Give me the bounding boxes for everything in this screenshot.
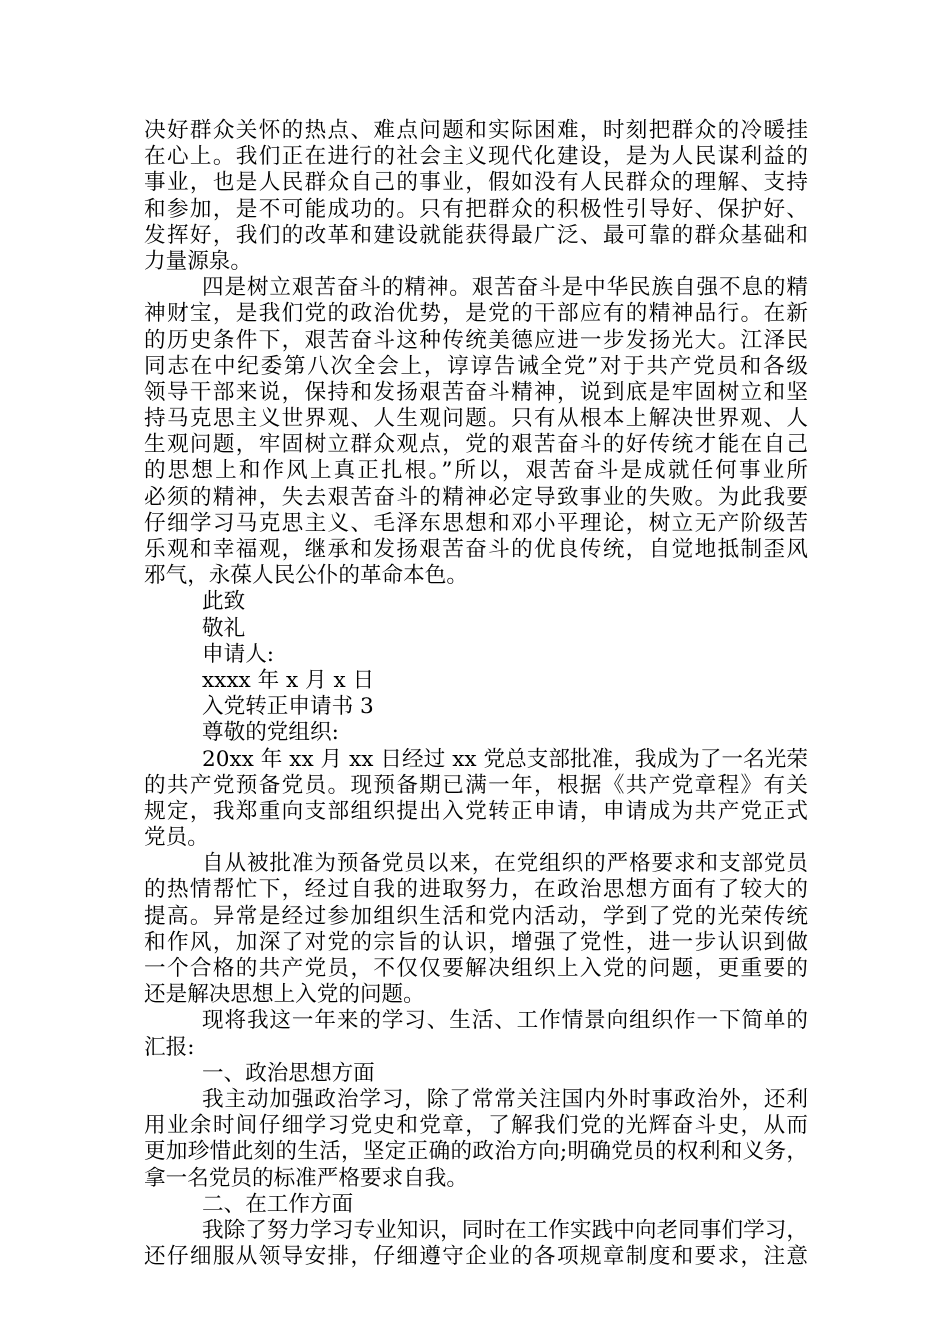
text-line: 乐观和幸福观，继承和发扬艰苦奋斗的优良传统，自觉地抵制歪风 [144,537,808,562]
text-line: 持马克思主义世界观、人生观问题。只有从根本上解决世界观、人 [144,406,808,432]
text-line: 生观问题，牢固树立群众观点，党的艰苦奋斗的好传统才能在自己 [144,432,808,458]
text-line: 申请人: [202,641,275,667]
text-line: 现将我这一年来的学习、生活、工作情景向组织作一下简单的 [202,1008,808,1034]
text-line: 的共产党预备党员。现预备期已满一年，根据《共产党章程》有关 [144,772,808,798]
text-line: 的热情帮忙下，经过自我的进取努力，在政治思想方面有了较大的 [144,877,808,903]
text-line: 提高。异常是经过参加组织生活和党内活动，学到了党的光荣传统 [144,903,808,929]
text-line: 和作风，加深了对党的宗旨的认识，增强了党性，进一步认识到做 [144,929,808,955]
text-line: 的思想上和作风上真正扎根。”所以，艰苦奋斗是成就任何事业所 [144,458,808,484]
text-line: 神财宝，是我们党的政治优势，是党的干部应有的精神品行。在新 [144,301,808,327]
text-line: 自从被批准为预备党员以来，在党组织的严格要求和支部党员 [202,851,808,877]
text-line: 领导干部来说，保持和发扬艰苦奋斗精神，说到底是牢固树立和坚 [144,379,808,405]
text-line: 四是树立艰苦奋斗的精神。艰苦奋斗是中华民族自强不息的精 [202,275,808,301]
text-line: 入党转正申请书 3 [202,694,374,720]
document-page [144,118,808,1270]
text-line: 尊敬的党组织: [202,720,339,746]
text-line: 20xx 年 xx 月 xx 日经过 xx 党总支部批准，我成为了一名光荣 [202,746,808,772]
text-line: 必须的精神，失去艰苦奋斗的精神必定导致事业的失败。为此我要 [144,484,808,510]
text-line: 仔细学习马克思主义、毛泽东思想和邓小平理论，树立无产阶级苦 [144,510,808,536]
text-line: 党员。 [144,825,209,851]
text-line: 更加珍惜此刻的生活，坚定正确的政治方向;明确党员的权利和义务， [144,1139,808,1165]
text-line: 我除了努力学习专业知识，同时在工作实践中向老同事们学习， [202,1217,808,1243]
text-line: 二、在工作方面 [202,1191,354,1217]
text-line: 同志在中纪委第八次全会上，谆谆告诫全党”对于共产党员和各级 [144,353,808,379]
text-line: 此致 [202,589,246,615]
text-line: xxxx 年 x 月 x 日 [202,667,375,693]
text-line: 还仔细服从领导安排，仔细遵守企业的各项规章制度和要求，注意 [144,1244,808,1270]
text-line: 发挥好，我们的改革和建设就能获得最广泛、最可靠的群众基础和 [144,222,808,248]
text-line: 事业，也是人民群众自己的事业，假如没有人民群众的理解、支持 [144,170,808,196]
text-line: 用业余时间仔细学习党史和党章，了解我们党的光辉奋斗史，从而 [144,1113,808,1139]
text-line: 拿一名党员的标准严格要求自我。 [144,1165,468,1191]
text-line: 还是解决思想上入党的问题。 [144,982,425,1008]
text-line: 规定，我郑重向支部组织提出入党转正申请，申请成为共产党正式 [144,798,808,824]
text-line: 一、政治思想方面 [202,1060,375,1086]
text-line: 一个合格的共产党员，不仅仅要解决组织上入党的问题，更重要的 [144,956,808,981]
text-line: 的历史条件下，艰苦奋斗这种传统美德应进一步发扬光大。江泽民 [144,327,808,353]
text-line: 决好群众关怀的热点、难点问题和实际困难，时刻把群众的冷暖挂 [144,118,808,143]
text-line: 在心上。我们正在进行的社会主义现代化建设，是为人民谋利益的 [144,144,808,170]
text-line: 我主动加强政治学习，除了常常关注国内外时事政治外，还利 [202,1086,808,1112]
text-line: 邪气，永葆人民公仆的革命本色。 [144,563,468,589]
text-line: 力量源泉。 [144,248,252,274]
text-line: 敬礼 [202,615,246,641]
text-line: 和参加，是不可能成功的。只有把群众的积极性引导好、保护好、 [144,196,808,222]
text-line: 汇报: [144,1034,195,1060]
